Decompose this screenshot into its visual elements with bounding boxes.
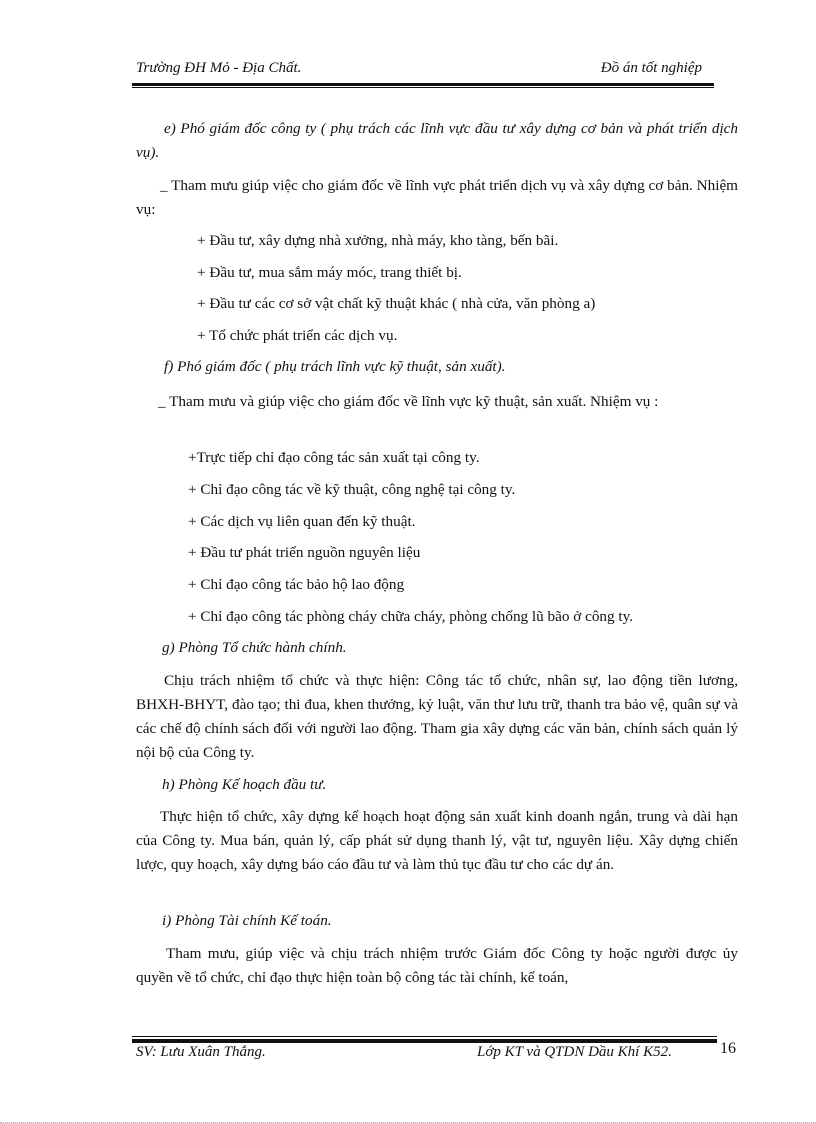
section-f-item: + Chỉ đạo công tác về kỹ thuật, công nghệ tại công ty. — [188, 481, 516, 498]
section-f-title: f) Phó giám đốc ( phụ trách lĩnh vực kỹ thuật, sản xuất). — [164, 358, 506, 375]
page-number: 16 — [720, 1040, 736, 1057]
header-divider — [132, 83, 714, 88]
section-g-title: g) Phòng Tổ chức hành chính. — [162, 639, 347, 656]
section-i-title: i) Phòng Tài chính Kế toán. — [162, 912, 332, 929]
section-h-title: h) Phòng Kế hoạch đầu tư. — [162, 776, 327, 793]
header-school: Trường ĐH Mỏ - Địa Chất. — [136, 60, 302, 76]
footer-divider — [132, 1036, 717, 1043]
section-e-title: e) Phó giám đốc công ty ( phụ trách các lĩnh vực đầu tư xây dựng cơ bản và phát triển dịch vụ). — [136, 120, 738, 161]
footer-student: SV: Lưu Xuân Thắng. — [136, 1044, 266, 1060]
section-f-description: _ Tham mưu và giúp việc cho giám đốc về lĩnh vực kỹ thuật, sản xuất. Nhiệm vụ : — [158, 393, 659, 410]
section-f-item: + Các dịch vụ liên quan đến kỹ thuật. — [188, 513, 416, 530]
section-f-item: + Chỉ đạo công tác phòng cháy chữa cháy, phòng chống lũ bão ở công ty. — [188, 608, 634, 625]
section-e-item: + Đầu tư, xây dựng nhà xưởng, nhà máy, kho tàng, bến bãi. — [197, 232, 559, 249]
section-f-item: +Trực tiếp chỉ đạo công tác sản xuất tại công ty. — [188, 449, 480, 466]
section-e-item: + Đầu tư các cơ sở vật chất kỹ thuật khác ( nhà cửa, văn phòng a) — [197, 295, 596, 312]
section-e-description: _ Tham mưu giúp việc cho giám đốc về lĩnh vực phát triển dịch vụ và xây dựng cơ bản. Nhiệm vụ: — [136, 177, 738, 218]
section-g-description: Chịu trách nhiệm tổ chức và thực hiện: Công tác tổ chức, nhân sự, lao động tiền lương, BHXH-BHYT, đào tạo; thi đua, khen thưởng, kỷ luật, văn thư lưu trữ, thanh tra bảo vệ, quân sự và các chế độ chính sách đối với người lao động. Tham gia xây dựng các văn bản, chính sách quản lý nội bộ của Công ty. — [136, 672, 738, 761]
footer-class: Lớp KT và QTDN Dầu Khí K52. — [477, 1044, 672, 1060]
section-e-item: + Tổ chức phát triển các dịch vụ. — [197, 327, 398, 344]
header-doc-type: Đồ án tốt nghiệp — [600, 60, 702, 76]
section-f-item: + Chỉ đạo công tác bảo hộ lao động — [188, 576, 405, 593]
section-i-description: Tham mưu, giúp việc và chịu trách nhiệm trước Giám đốc Công ty hoặc người được ủy quyền về tổ chức, chỉ đạo thực hiện toàn bộ công tác tài chính, kế toán, — [136, 945, 738, 986]
section-h-description: Thực hiện tổ chức, xây dựng kế hoạch hoạt động sản xuất kinh doanh ngắn, trung và dài hạn của Công ty. Mua bán, quản lý, cấp phát sử dụng thanh lý, vật tư, nguyên liệu. Xây dựng chiến lược, quy hoạch, xây dựng báo cáo đầu tư và làm thủ tục đầu tư cho các dự án. — [136, 808, 738, 873]
section-e-item: + Đầu tư, mua sắm máy móc, trang thiết bị. — [197, 264, 462, 281]
section-f-item: + Đầu tư phát triển nguồn nguyên liệu — [188, 544, 421, 561]
